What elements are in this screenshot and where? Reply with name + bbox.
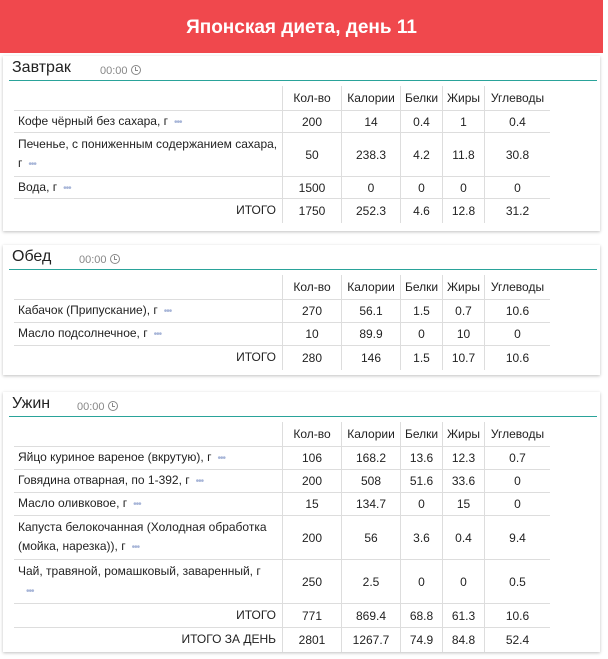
table-header — [14, 275, 550, 300]
day-total-qty: 2801 — [283, 628, 342, 652]
item-fat: 11.8 — [443, 133, 485, 177]
item-qty: 270 — [283, 300, 342, 323]
table-row[interactable] — [14, 111, 550, 133]
meal-time[interactable] — [79, 254, 120, 266]
item-protein: 0 — [401, 560, 443, 604]
more-icon[interactable]: ••• — [163, 306, 172, 317]
meal-time-value: 00:00 — [79, 254, 107, 266]
table-row[interactable] — [14, 493, 550, 516]
table-row[interactable] — [14, 133, 550, 177]
total-row — [14, 199, 550, 223]
item-name: Вода, г — [18, 179, 58, 194]
more-icon[interactable]: ••• — [195, 476, 204, 487]
item-protein: 3.6 — [401, 516, 443, 560]
item-name: Масло подсолнечное, г — [18, 326, 148, 340]
day-total-protein: 74.9 — [401, 628, 443, 652]
col-qty: Кол-во — [283, 86, 342, 111]
more-icon[interactable]: ••• — [153, 329, 162, 340]
item-name: Говядина отварная, по 1-392, г — [18, 473, 190, 487]
total-calories: 869.4 — [342, 604, 401, 628]
meal-table — [14, 86, 550, 223]
item-calories: 56.1 — [342, 300, 401, 323]
table-header — [14, 422, 550, 447]
meal-table — [14, 422, 550, 652]
item-carbs: 10.6 — [485, 300, 551, 323]
more-icon[interactable]: ••• — [133, 499, 141, 510]
item-carbs: 9.4 — [485, 516, 551, 560]
page-title: Японская диета, день 11 — [0, 0, 603, 53]
total-protein: 68.8 — [401, 604, 443, 628]
more-icon[interactable]: ••• — [217, 453, 225, 464]
item-calories: 2.5 — [342, 560, 401, 604]
col-fat: Жиры — [443, 422, 485, 447]
total-label: ИТОГО — [14, 604, 283, 628]
item-calories: 0 — [342, 177, 401, 199]
day-total-carbs: 52.4 — [485, 628, 551, 652]
table-row[interactable] — [14, 516, 550, 560]
total-qty: 1750 — [283, 199, 342, 223]
col-carbs: Углеводы — [485, 275, 551, 300]
more-icon[interactable]: ••• — [63, 182, 71, 194]
item-fat: 12.3 — [443, 447, 485, 470]
item-fat: 0 — [443, 177, 485, 199]
item-protein: 13.6 — [401, 447, 443, 470]
item-carbs: 0 — [485, 493, 551, 516]
item-name: Масло оливковое, г — [18, 496, 128, 510]
item-fat: 10 — [443, 323, 485, 346]
col-protein: Белки — [401, 275, 443, 300]
item-calories: 14 — [342, 111, 401, 133]
meal-time-value: 00:00 — [100, 65, 128, 77]
col-calories: Калории — [342, 86, 401, 111]
clock-icon — [108, 401, 118, 411]
total-fat: 10.7 — [443, 346, 485, 370]
col-qty: Кол-во — [283, 422, 342, 447]
item-carbs: 0.7 — [485, 447, 551, 470]
item-carbs: 0 — [485, 177, 551, 199]
total-label: ИТОГО — [14, 346, 283, 370]
item-protein: 4.2 — [401, 133, 443, 177]
item-protein: 0 — [401, 323, 443, 346]
meal-dinner — [3, 392, 600, 652]
meal-lunch — [3, 245, 600, 375]
meal-name: Завтрак — [12, 59, 71, 76]
total-calories: 146 — [342, 346, 401, 370]
item-carbs: 0 — [485, 323, 551, 346]
table-row[interactable] — [14, 470, 550, 493]
total-fat: 61.3 — [443, 604, 485, 628]
more-icon[interactable]: ••• — [28, 159, 36, 170]
day-total-calories: 1267.7 — [342, 628, 401, 652]
total-row — [14, 604, 550, 628]
day-total-fat: 84.8 — [443, 628, 485, 652]
meal-time[interactable] — [77, 401, 118, 413]
total-qty: 280 — [283, 346, 342, 370]
col-protein: Белки — [401, 86, 443, 111]
item-name: Кабачок (Припускание), г — [18, 303, 158, 317]
item-calories: 134.7 — [342, 493, 401, 516]
col-protein: Белки — [401, 422, 443, 447]
item-name: Капуста белокочанная (Холодная обработка (мойка, нарезка)), г — [18, 520, 267, 553]
table-row[interactable] — [14, 323, 550, 346]
clock-icon — [131, 65, 141, 75]
meal-table — [14, 275, 550, 370]
item-carbs: 0.4 — [485, 111, 551, 133]
col-qty: Кол-во — [283, 275, 342, 300]
item-fat: 0.4 — [443, 516, 485, 560]
meal-time[interactable] — [100, 65, 141, 77]
meal-header — [3, 245, 600, 269]
total-qty: 771 — [283, 604, 342, 628]
meal-name: Ужин — [12, 395, 51, 412]
item-fat: 33.6 — [443, 470, 485, 493]
table-row[interactable] — [14, 300, 550, 323]
item-qty: 10 — [283, 323, 342, 346]
item-qty: 200 — [283, 111, 342, 133]
item-carbs: 0.5 — [485, 560, 551, 604]
day-total-label: ИТОГО ЗА ДЕНЬ — [14, 628, 283, 652]
item-qty: 1500 — [283, 177, 342, 199]
item-calories: 508 — [342, 470, 401, 493]
item-qty: 250 — [283, 560, 342, 604]
more-icon[interactable]: ••• — [131, 542, 140, 553]
item-qty: 15 — [283, 493, 342, 516]
meal-header — [3, 56, 600, 80]
item-fat: 1 — [443, 111, 485, 133]
meal-breakfast — [3, 56, 600, 231]
total-carbs: 10.6 — [485, 604, 551, 628]
more-icon[interactable]: ••• — [174, 116, 182, 128]
item-carbs: 30.8 — [485, 133, 551, 177]
total-protein: 4.6 — [401, 199, 443, 223]
total-carbs: 10.6 — [485, 346, 551, 370]
clock-icon — [110, 254, 120, 264]
day-total-row — [14, 628, 550, 652]
total-carbs: 31.2 — [485, 199, 551, 223]
col-fat: Жиры — [443, 86, 485, 111]
meal-header — [3, 392, 600, 416]
item-name: Печенье, с пониженным содержанием сахара, г — [18, 137, 278, 170]
divider — [9, 416, 597, 417]
item-carbs: 0 — [485, 470, 551, 493]
meal-time-value: 00:00 — [77, 401, 105, 413]
divider — [9, 269, 597, 270]
total-fat: 12.8 — [443, 199, 485, 223]
more-icon[interactable]: ••• — [26, 586, 34, 597]
item-qty: 50 — [283, 133, 342, 177]
total-protein: 1.5 — [401, 346, 443, 370]
item-protein: 1.5 — [401, 300, 443, 323]
item-protein: 51.6 — [401, 470, 443, 493]
item-fat: 0 — [443, 560, 485, 604]
meal-name: Обед — [12, 248, 52, 265]
item-name: Кофе чёрный без сахара, г — [18, 113, 169, 128]
item-calories: 56 — [342, 516, 401, 560]
col-carbs: Углеводы — [485, 86, 551, 111]
item-name: Яйцо куриное вареное (вкрутую), г — [18, 450, 212, 464]
item-protein: 0.4 — [401, 111, 443, 133]
item-fat: 0.7 — [443, 300, 485, 323]
item-calories: 238.3 — [342, 133, 401, 177]
item-qty: 200 — [283, 516, 342, 560]
col-calories: Калории — [342, 275, 401, 300]
total-row — [14, 346, 550, 370]
item-calories: 89.9 — [342, 323, 401, 346]
item-protein: 0 — [401, 493, 443, 516]
col-carbs: Углеводы — [485, 422, 551, 447]
table-row[interactable] — [14, 560, 550, 604]
divider — [9, 80, 597, 81]
item-calories: 168.2 — [342, 447, 401, 470]
total-label: ИТОГО — [14, 199, 283, 223]
item-name: Чай, травяной, ромашковый, заваренный, г — [18, 564, 261, 578]
item-qty: 106 — [283, 447, 342, 470]
table-row[interactable] — [14, 177, 550, 199]
item-protein: 0 — [401, 177, 443, 199]
col-fat: Жиры — [443, 275, 485, 300]
item-qty: 200 — [283, 470, 342, 493]
total-calories: 252.3 — [342, 199, 401, 223]
item-fat: 15 — [443, 493, 485, 516]
table-header — [14, 86, 550, 111]
table-row[interactable] — [14, 447, 550, 470]
col-calories: Калории — [342, 422, 401, 447]
